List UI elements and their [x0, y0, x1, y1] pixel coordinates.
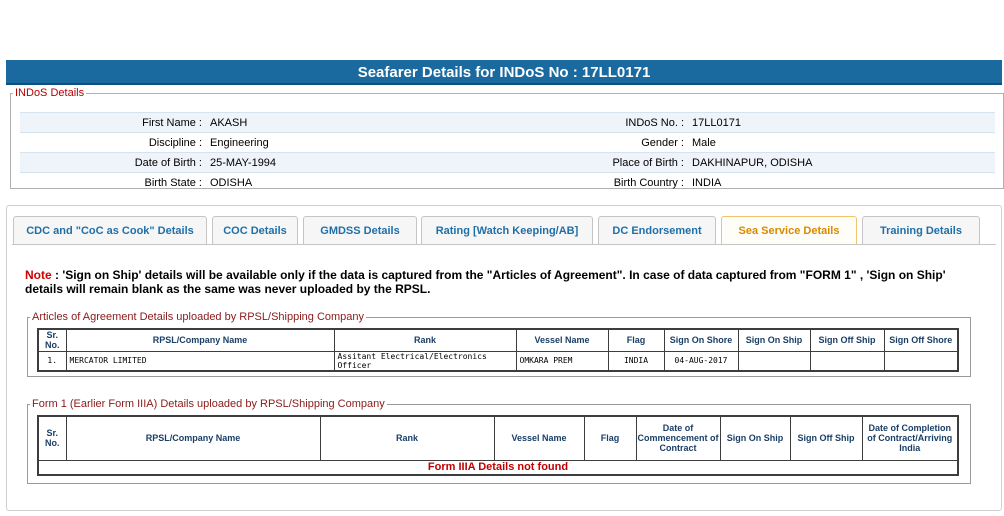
col-sign-off-shore: Sign Off Shore: [884, 329, 958, 351]
articles-legend: Articles of Agreement Details uploaded by RPSL/Shipping Company: [32, 311, 365, 323]
col-sign-on-ship: Sign On Ship: [738, 329, 810, 351]
row-sr-no: 1.: [38, 351, 66, 371]
col-sign-off-ship: Sign Off Ship: [810, 329, 884, 351]
tab-training-details[interactable]: Training Details: [862, 216, 980, 244]
indos-row: [20, 153, 995, 173]
row-sign-on-shore: 04-AUG-2017: [664, 351, 738, 371]
row-vessel-name: OMKARA PREM: [516, 351, 608, 371]
gender-value: Male: [692, 136, 716, 149]
details-tabs-container: [6, 205, 1002, 511]
birth-country-label: Birth Country :: [613, 176, 684, 189]
indos-no-value: 17LL0171: [688, 113, 995, 133]
form1-not-found-message: Form IIIA Details not found: [38, 460, 958, 475]
table-row: [38, 351, 958, 371]
birth-country-value: INDIA: [692, 176, 722, 189]
sea-service-note: [25, 268, 985, 296]
col-company-name: RPSL/Company Name: [66, 329, 334, 351]
page-title: Seafarer Details for INDoS No : 17LL0171: [6, 60, 1002, 85]
row-sign-off-ship: [810, 351, 884, 371]
place-of-birth-value: DAKHINAPUR, ODISHA: [688, 153, 995, 173]
col-sr-no: Sr. No.: [38, 416, 66, 460]
gender-label: Gender :: [641, 136, 684, 149]
form1-panel: [27, 398, 971, 484]
first-name-label: First Name :: [20, 113, 206, 133]
tab-rating-details[interactable]: Rating [Watch Keeping/AB]: [421, 216, 593, 244]
table-row: [38, 460, 958, 475]
row-sign-off-shore: [884, 351, 958, 371]
col-date-commencement: Date of Commencement of Contract: [636, 416, 720, 460]
indos-no-label: INDoS No. :: [606, 113, 688, 133]
col-sign-off-ship: Sign Off Ship: [790, 416, 862, 460]
articles-table: [37, 328, 959, 372]
tab-gmdss-details[interactable]: GMDSS Details: [303, 216, 417, 244]
row-rank: Assitant Electrical/Electronics Officer: [334, 351, 516, 371]
indos-details-legend: INDoS Details: [15, 87, 85, 99]
indos-row: [20, 113, 995, 133]
indos-details-panel: [10, 87, 1004, 189]
row-company-name: MERCATOR LIMITED: [66, 351, 334, 371]
row-sign-on-ship: [738, 351, 810, 371]
form1-legend: Form 1 (Earlier Form IIIA) Details uploaded by RPSL/Shipping Company: [32, 398, 385, 410]
col-sign-on-ship: Sign On Ship: [720, 416, 790, 460]
col-company-name: RPSL/Company Name: [66, 416, 320, 460]
col-date-completion: Date of Completion of Contract/Arriving India: [862, 416, 958, 460]
tab-dc-endorsement[interactable]: DC Endorsement: [598, 216, 716, 244]
articles-header-row: [38, 329, 958, 351]
tab-sea-service-details[interactable]: Sea Service Details: [721, 216, 857, 245]
col-vessel-name: Vessel Name: [516, 329, 608, 351]
form1-table: [37, 415, 959, 476]
articles-panel: [27, 311, 971, 377]
birth-state-label: Birth State :: [144, 176, 202, 189]
birth-state-value: ODISHA: [210, 176, 253, 189]
col-rank: Rank: [320, 416, 494, 460]
indos-row: [20, 173, 995, 193]
col-flag: Flag: [608, 329, 664, 351]
col-rank: Rank: [334, 329, 516, 351]
tab-coc-details[interactable]: COC Details: [212, 216, 298, 244]
first-name-value: AKASH: [206, 113, 606, 133]
discipline-label: Discipline :: [148, 136, 202, 149]
col-sign-on-shore: Sign On Shore: [664, 329, 738, 351]
row-flag: INDIA: [608, 351, 664, 371]
indos-details-table: [20, 112, 995, 193]
indos-row: [20, 133, 995, 153]
place-of-birth-label: Place of Birth :: [606, 153, 688, 173]
dob-value: 25-MAY-1994: [206, 153, 606, 173]
col-flag: Flag: [584, 416, 636, 460]
col-vessel-name: Vessel Name: [494, 416, 584, 460]
col-sr-no: Sr. No.: [38, 329, 66, 351]
tab-cdc-details[interactable]: CDC and "CoC as Cook" Details: [13, 216, 207, 244]
tab-divider: [12, 244, 996, 245]
note-label: Note: [25, 268, 52, 282]
form1-header-row: [38, 416, 958, 460]
note-text: : 'Sign on Ship' details will be available only if the data is captured from the "Articles of Agreement". In case of data captured from "FORM 1" , 'Sign on Ship' details will remain blank as the same was never uploaded by the RPSL.: [25, 268, 946, 296]
discipline-value: Engineering: [210, 136, 269, 149]
dob-label: Date of Birth :: [20, 153, 206, 173]
